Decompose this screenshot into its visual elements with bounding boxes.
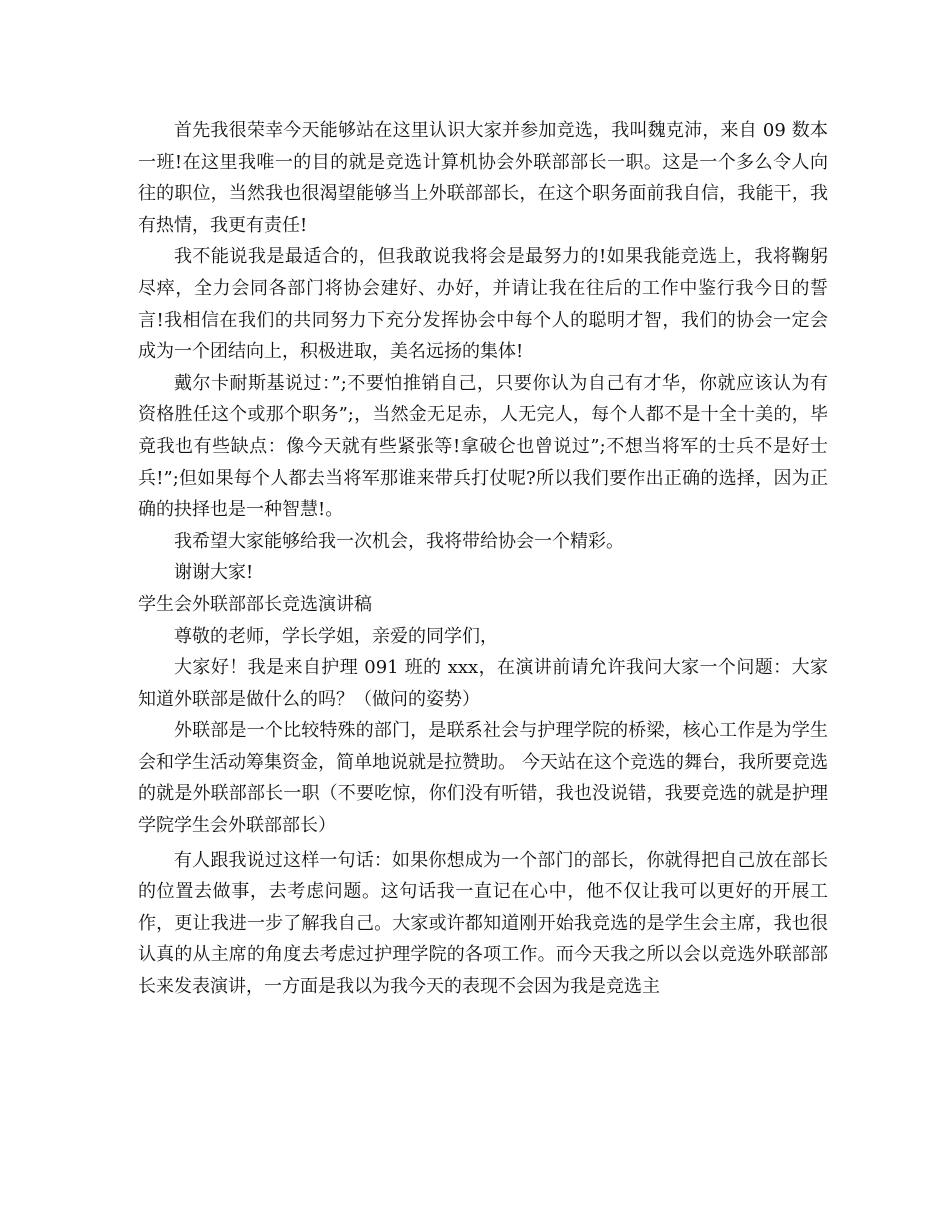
paragraph-question: 大家好！我是来自护理 091 班的 xxx，在演讲前请允许我问大家一个问题：大家知道外联部是做什么的吗？（做问的姿势）: [138, 657, 828, 710]
paragraph-commitment: 我不能说我是最适合的，但我敢说我将会是最努力的!如果我能竞选上，我将鞠躬尽瘁，全力会同各部门将协会建好、办好，并请让我在往后的工作中鉴行我今日的誓言!我相信在我们的共同努力下充分发挥协会中每个人的聪明才智，我们的协会一定会成为一个团结向上，积极进取，美名远扬的集体!: [138, 246, 828, 363]
paragraph-thanks: 谢谢大家!: [174, 562, 254, 584]
paragraph-intro: 首先我很荣幸今天能够站在这里认识大家并参加竞选，我叫魏克沛，来自 09 数本一班!在这里我唯一的目的就是竞选计算机协会外联部部长一职。这是一个多么令人向往的职位，当然我也很渴望能够当上外联部部长，在这个职务面前我自信，我能干，我有热情，我更有责任!: [138, 120, 828, 236]
paragraph-reflection: 有人跟我说过这样一句话：如果你想成为一个部门的部长，你就得把自己放在部长的位置去做事，去考虑问题。这句话我一直记在心中，他不仅让我可以更好的开展工作，更让我进一步了解我自己。大家或许都知道刚开始我竞选的是学生会主席，我也很认真的从主席的角度去考虑过护理学院的各项工作。而今天我之所以会以竞选外联部部长来发表演讲，一方面是我以为我今天的表现不会因为我是竞选主: [138, 849, 828, 998]
section-title: 学生会外联部部长竞选演讲稿: [138, 593, 372, 615]
paragraph-greeting: 尊敬的老师，学长学姐，亲爱的同学们，: [174, 625, 498, 647]
document-body: [138, 115, 828, 1003]
paragraph-department: 外联部是一个比较特殊的部门，是联系社会与护理学院的桥梁，核心工作是为学生会和学生活动筹集资金，简单地说就是拉赞助。 今天站在这个竞选的舞台，我所要竞选的就是外联部部长一职（不要吃惊，你们没有听错，我也没说错，我要竞选的就是护理学院学生会外联部部长）: [138, 720, 828, 837]
paragraph-quote: 戴尔卡耐斯基说过：”;不要怕推销自己，只要你认为自己有才华，你就应该认为有资格胜任这个或那个职务”;，当然金无足赤，人无完人，每个人都不是十全十美的，毕竟我也有些缺点：像今天就有些紧张等!拿破仑也曾说过”;不想当将军的士兵不是好士兵!”;但如果每个人都去当将军那谁来带兵打仗呢?所以我们要作出正确的选择，因为正确的抉择也是一种智慧!。: [138, 372, 828, 521]
paragraph-hope: 我希望大家能够给我一次机会，我将带给协会一个精彩。: [174, 530, 624, 552]
